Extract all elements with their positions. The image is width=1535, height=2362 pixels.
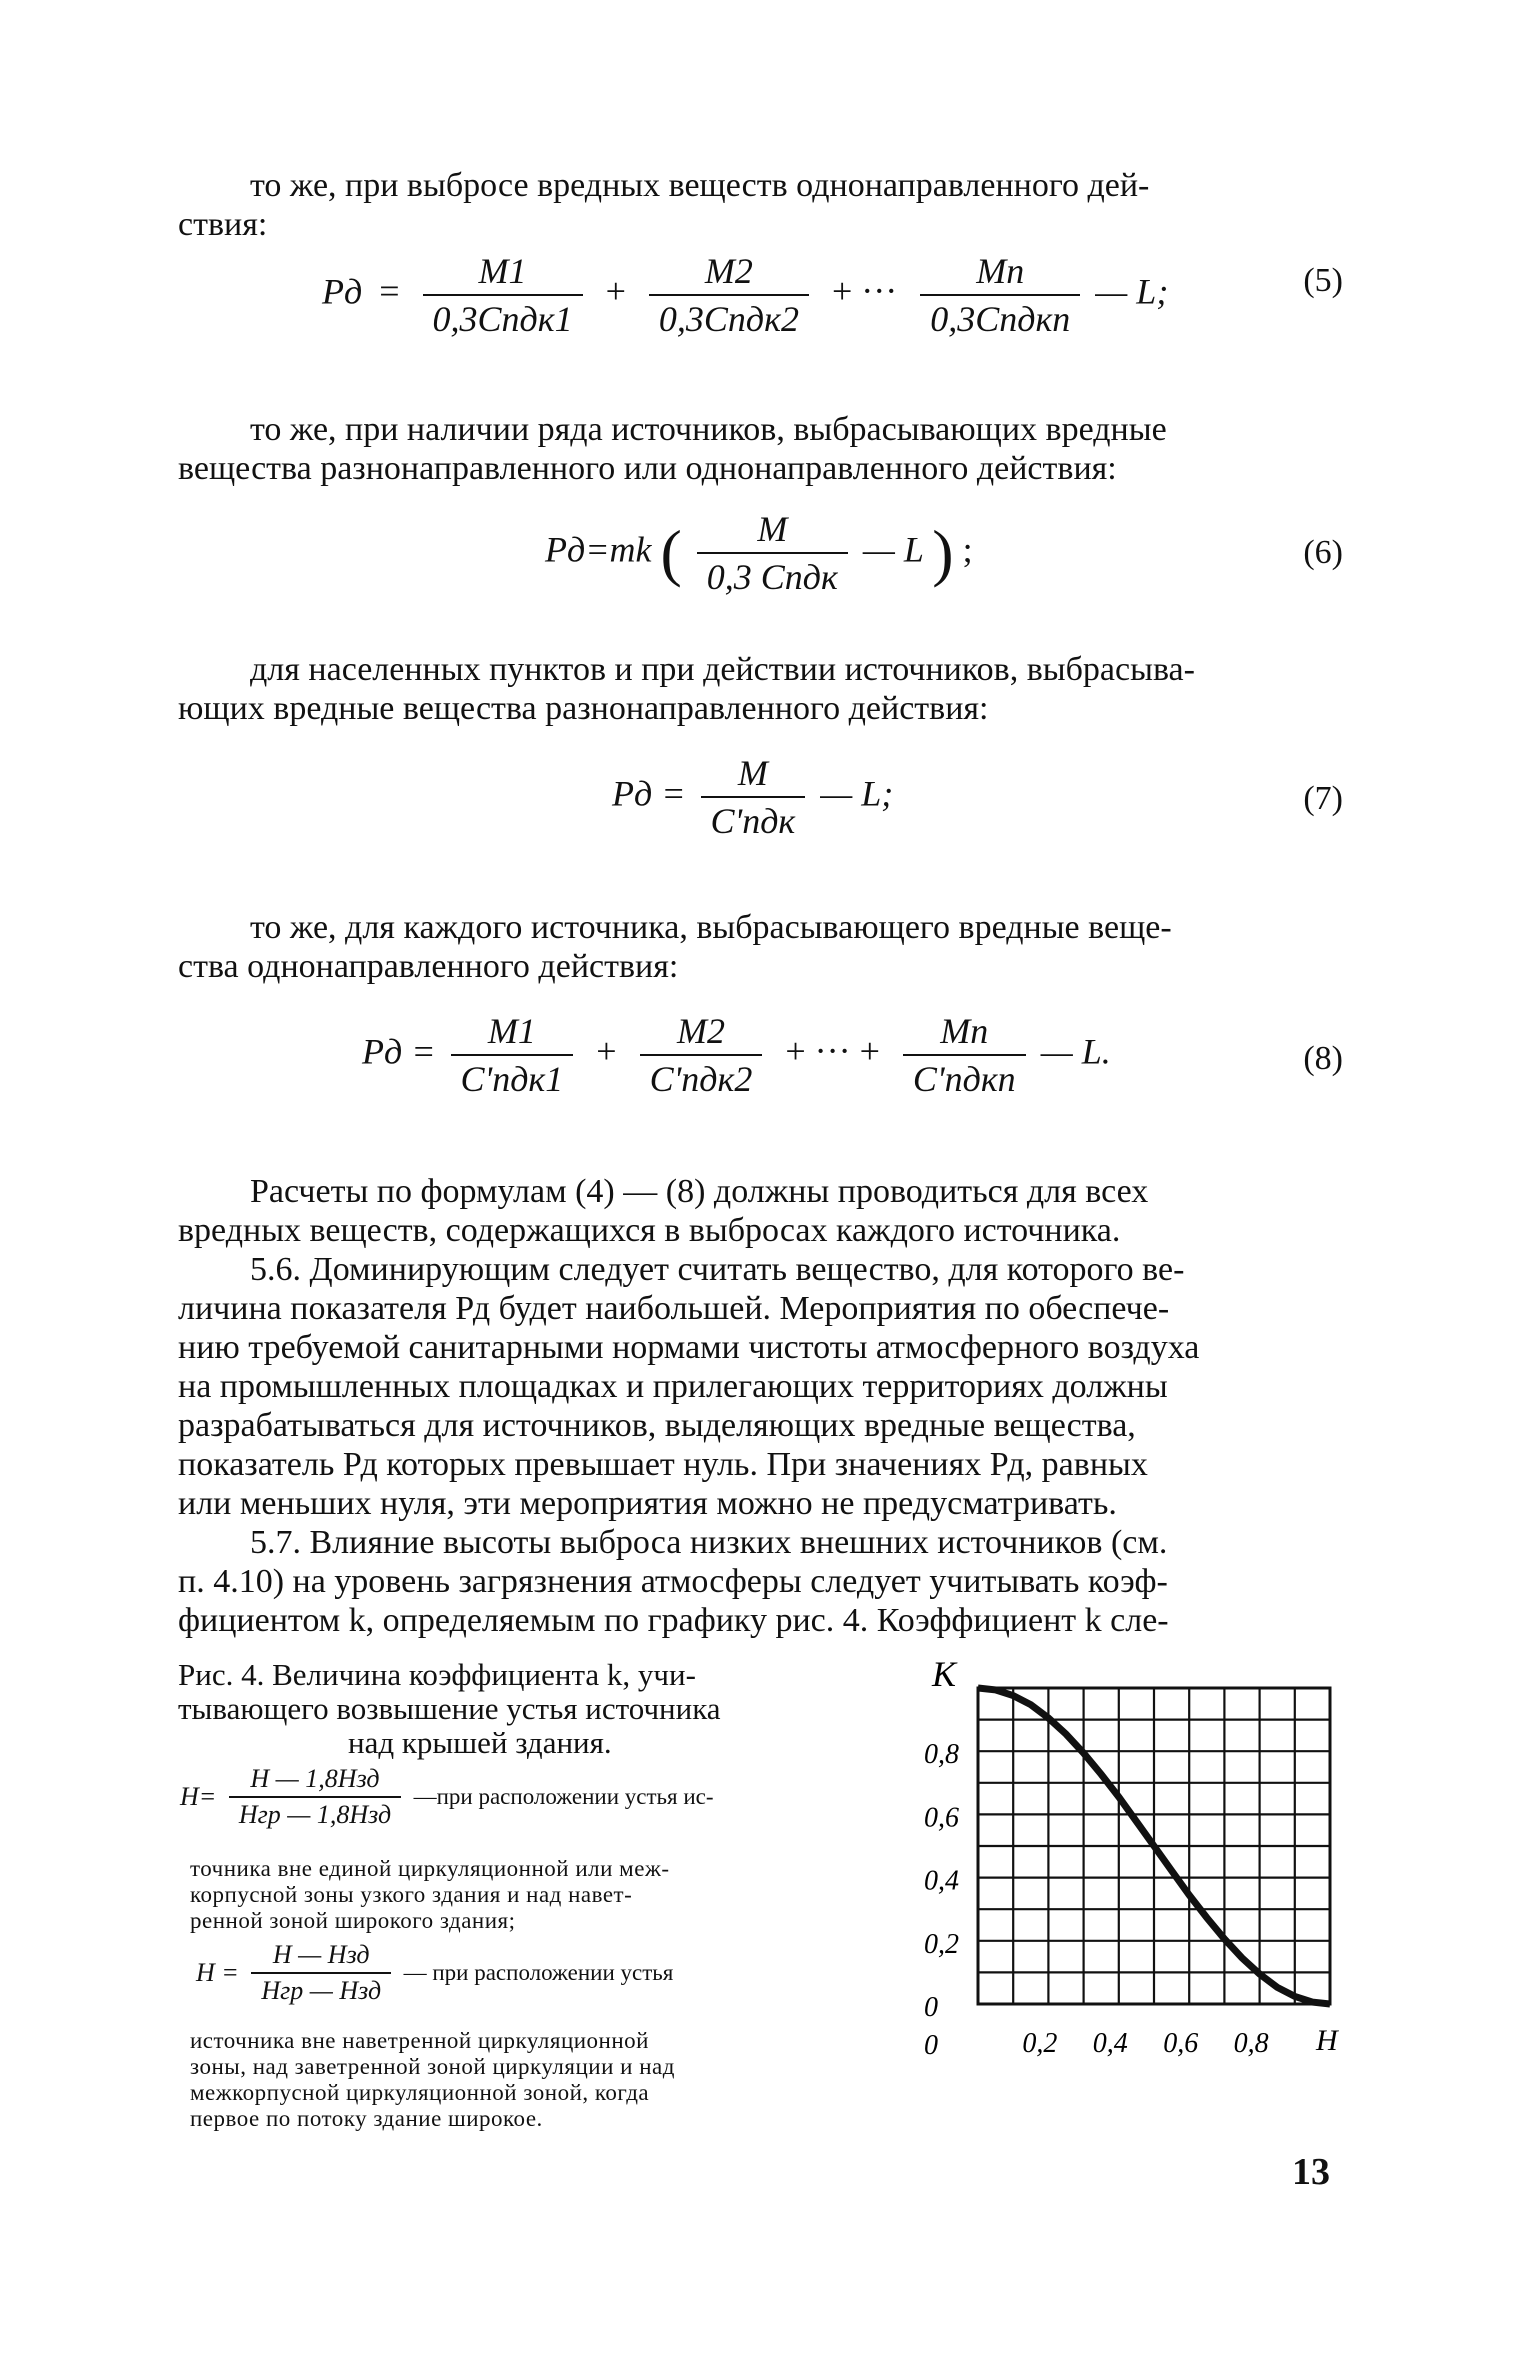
fraction — [423, 250, 583, 340]
paragraph-5 — [178, 1172, 1342, 1250]
equation-lhs: Pд — [322, 271, 363, 312]
fraction-denominator: C'пдкn — [903, 1054, 1026, 1100]
fraction — [640, 1010, 763, 1100]
text-line: показатель Рд которых превышает нуль. При значениях Рд, равных — [178, 1446, 1148, 1483]
x-tick-label: 0,2 — [1022, 2028, 1058, 2059]
text-line: фициентом k, определяемым по графику рис. 4. Коэффициент k сле- — [178, 1602, 1169, 1639]
text-line: на промышленных площадках и прилегающих территориях должны — [178, 1368, 1168, 1405]
fraction-denominator: 0,3Cпдк1 — [423, 294, 583, 340]
equation-dots: + ··· — [831, 271, 898, 312]
fraction-denominator: C'пдк1 — [451, 1054, 574, 1100]
equation-tail: — L. — [1040, 1031, 1111, 1072]
x-tick-label: 0,6 — [1163, 2028, 1199, 2059]
fraction — [697, 508, 848, 598]
equation-number: (6) — [1303, 534, 1343, 571]
y-tick-label: 0,4 — [924, 1865, 959, 1897]
note-line: ренной зоной широкого здания; — [190, 1908, 516, 1933]
fraction-numerator: M2 — [676, 1011, 725, 1051]
fraction-denominator: C'пдк2 — [640, 1054, 763, 1100]
note-line: межкорпусной циркуляционной зоной, когда — [190, 2080, 650, 2105]
equation-7 — [612, 752, 893, 842]
y-tick-label: 0 — [924, 1992, 938, 2023]
equation-tail: — L — [862, 529, 924, 570]
caption-note-1 — [190, 1856, 880, 1934]
formula-lhs: H= — [180, 1782, 217, 1811]
note-line: точника вне единой циркуляционной или меж- — [190, 1856, 670, 1881]
note-line: корпусной зоны узкого здания и над навет- — [190, 1882, 633, 1907]
equation-8: Pд = $\frac{M1}{\text{C'пдк1}}$ + $\frac{M2}{\text{C'пдк2}}$ + ··· + $\frac{Mn}{\text{C'пдкn}}$ — L. — [362, 1011, 1111, 1099]
fraction-denominator: Hгр — 1,8Hзд — [229, 1796, 401, 1830]
text-line: то же, для каждого источника, выбрасывающего вредные веще- — [250, 909, 1172, 946]
text-line: нию требуемой санитарными нормами чистоты атмосферного воздуха — [178, 1329, 1200, 1366]
x-axis-label: H — [1316, 2024, 1338, 2057]
equation-5: Pд = $\frac{M1}{\text{0,3Cпдк1}}$ + $\frac{M2}{\text{0,3Cпдк2}}$ + ··· $\frac{Mn}{\text{0,3Cпдкn}}$ — L; — [322, 251, 1169, 339]
equation-tail: — L; — [1095, 271, 1169, 312]
text-line: то же, при выбросе вредных веществ однонаправленного дей- — [250, 167, 1150, 204]
origin-label: 0 — [924, 2030, 938, 2061]
fraction-numerator: Mn — [940, 1011, 989, 1051]
caption-line: Рис. 4. Величина коэффициента k, учи- — [178, 1657, 696, 1692]
caption-line: тывающего возвышение устья источника — [178, 1691, 721, 1726]
equation-lhs: Pд=mk — [545, 529, 652, 570]
y-axis-label: K — [932, 1660, 957, 1694]
caption-note-2 — [190, 2028, 880, 2132]
fraction-numerator: H — 1,8Hзд — [250, 1764, 380, 1793]
caption-formula-1 — [180, 1764, 714, 1830]
text-line: ющих вредные вещества разнонаправленного действия: — [178, 690, 989, 727]
fraction-numerator: Mn — [976, 251, 1025, 291]
text-line: или меньших нуля, эти мероприятия можно не предусматривать. — [178, 1485, 1117, 1522]
y-tick-label: 0,6 — [924, 1802, 959, 1834]
equation-dots: + ··· + — [785, 1031, 880, 1072]
x-tick-label: 0,8 — [1233, 2028, 1269, 2059]
equation-number: (7) — [1303, 780, 1343, 817]
page-number: 13 — [1292, 2151, 1330, 2193]
text-line: п. 4.10) на уровень загрязнения атмосферы следует учитывать коэф- — [178, 1563, 1168, 1600]
text-line: разрабатываться для источников, выделяющих вредные вещества, — [178, 1407, 1136, 1444]
fraction — [649, 250, 809, 340]
text-line: 5.6. Доминирующим следует считать вещество, для которого ве- — [250, 1251, 1185, 1288]
fraction-numerator: M2 — [704, 251, 753, 291]
fraction-numerator: M1 — [487, 1011, 536, 1051]
paragraph-6 — [178, 1250, 1342, 1523]
text-line: то же, при наличии ряда источников, выбрасывающих вредные — [250, 411, 1167, 448]
text-line: вредных веществ, содержащихся в выбросах каждого источника. — [178, 1212, 1121, 1249]
fraction — [701, 752, 806, 842]
fraction-denominator: Hгр — Hзд — [251, 1972, 391, 2006]
text-line: Расчеты по формулам (4) — (8) должны проводиться для всех — [250, 1173, 1149, 1210]
fraction-denominator: 0,3 Cпдк — [697, 552, 848, 598]
fraction-denominator: 0,3Cпдк2 — [649, 294, 809, 340]
chart-k-vs-h — [920, 1660, 1360, 2120]
fraction — [251, 1940, 391, 2006]
text-line: ства однонаправленного действия: — [178, 948, 679, 985]
fraction-denominator: 0,3Cпдкn — [920, 294, 1080, 340]
equation-lhs: Pд = — [612, 773, 686, 814]
note-line: первое по потоку здание широкое. — [190, 2106, 543, 2131]
fraction-denominator: C'пдк — [701, 796, 806, 842]
fraction-numerator: M — [757, 509, 788, 549]
paragraph-4 — [178, 908, 1342, 986]
note-line: зоны, над заветренной зоной циркуляции и над — [190, 2054, 675, 2079]
fraction — [903, 1010, 1026, 1100]
text-line: вещества разнонаправленного или однонаправленного действия: — [178, 450, 1117, 487]
fraction-numerator: H — Hзд — [272, 1940, 370, 1969]
y-tick-label: 0,8 — [924, 1739, 959, 1771]
formula-lhs: H = — [196, 1958, 239, 1987]
equation-6: Pд=mk ( $\frac{M}{\text{0,3 Cпдк}}$ — L ) ; — [545, 509, 973, 597]
figure-caption — [178, 1658, 878, 1760]
y-tick-label: 0,2 — [924, 1928, 959, 1960]
caption-formula-2 — [196, 1940, 673, 2006]
fraction-numerator: M1 — [478, 251, 527, 291]
paragraph-3 — [178, 650, 1342, 728]
formula-text: —при расположении устья ис- — [413, 1784, 714, 1809]
equation-number: (8) — [1303, 1040, 1343, 1077]
text-line: для населенных пунктов и при действии источников, выбрасыва- — [250, 651, 1195, 688]
paragraph-1 — [178, 166, 1342, 244]
equation-tail: — L; — [820, 773, 894, 814]
text-line: 5.7. Влияние высоты выброса низких внешних источников (см. — [250, 1524, 1168, 1561]
fraction — [451, 1010, 574, 1100]
fraction — [229, 1764, 401, 1830]
caption-line: над крышей здания. — [348, 1725, 612, 1760]
paragraph-7 — [178, 1523, 1342, 1640]
fraction-numerator: M — [737, 753, 768, 793]
equation-lhs: Pд = — [362, 1031, 436, 1072]
text-line: личина показателя Рд будет наибольшей. Мероприятия по обеспече- — [178, 1290, 1170, 1327]
fraction — [920, 250, 1080, 340]
paragraph-2 — [178, 410, 1342, 488]
x-tick-label: 0,4 — [1092, 2028, 1128, 2059]
note-line: источника вне наветренной циркуляционной — [190, 2028, 649, 2053]
equation-number: (5) — [1303, 262, 1343, 299]
formula-text: — при расположении устья — [403, 1960, 674, 1985]
text-line: ствия: — [178, 206, 268, 243]
